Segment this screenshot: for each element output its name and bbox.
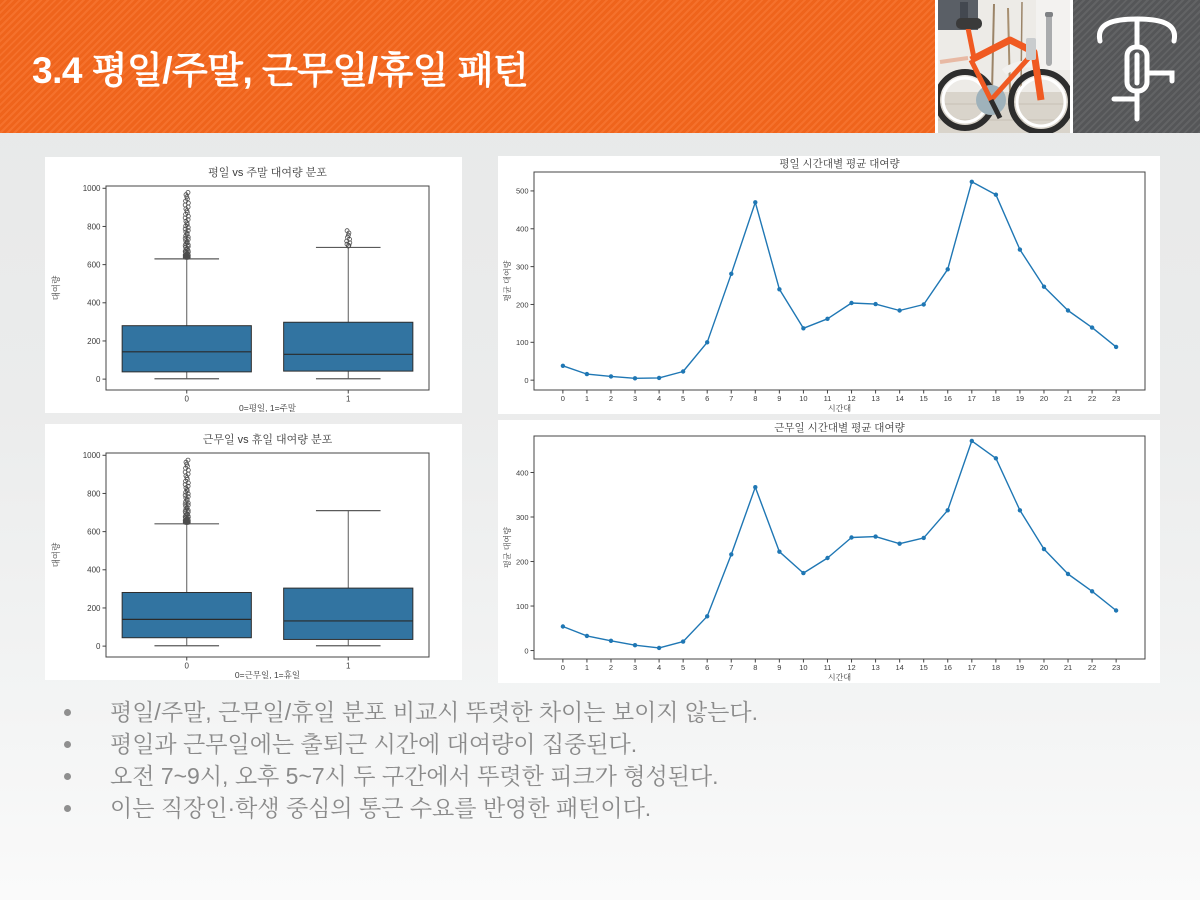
data-point	[585, 372, 589, 376]
chart-title: 근무일 시간대별 평균 대여량	[774, 422, 905, 434]
data-point	[1066, 572, 1070, 576]
x-tick-label: 0	[184, 661, 189, 671]
x-tick-label: 9	[777, 394, 782, 403]
x-tick-label: 4	[657, 394, 662, 403]
bullet-dot-icon	[64, 709, 71, 716]
x-axis-label: 시간대	[827, 673, 852, 682]
data-point	[994, 193, 998, 197]
line-series	[563, 441, 1116, 648]
data-point	[825, 556, 829, 560]
bullet-item	[58, 792, 1148, 824]
bullet-text: 평일과 근무일에는 출퇴근 시간에 대여량이 집중된다.	[110, 731, 638, 757]
y-tick-label: 0	[96, 641, 101, 651]
x-tick-label: 11	[823, 663, 832, 672]
data-point	[777, 287, 781, 291]
data-point	[681, 639, 685, 643]
x-tick-label: 4	[657, 663, 662, 672]
y-axis-label: 평균 대여량	[503, 527, 512, 568]
x-tick-label: 14	[895, 663, 904, 672]
boxplot-weekday-weekend-chart	[45, 157, 462, 413]
bike-photo-illustration	[938, 0, 1070, 133]
x-tick-label: 5	[681, 663, 686, 672]
data-point	[922, 536, 926, 540]
y-tick-label: 300	[515, 262, 529, 272]
bullet-item	[58, 728, 1148, 760]
bike-icon-tile	[1073, 0, 1200, 133]
y-tick-label: 200	[515, 300, 529, 310]
y-tick-label: 0	[524, 375, 529, 385]
data-point	[873, 534, 877, 538]
y-tick-label: 600	[87, 527, 101, 537]
x-tick-label: 22	[1087, 394, 1097, 403]
data-point	[681, 369, 685, 373]
x-tick-label: 2	[608, 663, 614, 672]
data-point	[609, 374, 613, 378]
y-tick-label: 1000	[82, 184, 101, 194]
y-tick-label: 300	[515, 512, 529, 522]
x-tick-label: 13	[871, 394, 880, 403]
x-tick-label: 20	[1039, 394, 1049, 403]
figure-box-weekday-weekend	[45, 157, 462, 413]
figure-box-workday-holiday	[45, 424, 462, 680]
y-tick-label: 200	[87, 603, 101, 613]
y-tick-label: 400	[515, 468, 529, 478]
x-tick-label: 10	[799, 663, 808, 672]
x-tick-label: 0	[560, 394, 565, 403]
boxplot-workday-holiday-chart	[45, 424, 462, 680]
x-tick-label: 21	[1063, 394, 1073, 403]
data-point	[1018, 247, 1022, 251]
x-tick-label: 22	[1087, 663, 1097, 672]
x-tick-label: 6	[705, 663, 710, 672]
x-tick-label: 0	[184, 394, 189, 404]
x-tick-label: 0	[560, 663, 565, 672]
x-tick-label: 7	[729, 394, 734, 403]
bullet-item	[58, 696, 1148, 728]
y-tick-label: 600	[87, 260, 101, 270]
data-point	[777, 550, 781, 554]
x-tick-label: 23	[1111, 663, 1121, 672]
box	[122, 592, 251, 637]
page-title: 3.4 평일/주말, 근무일/휴일 패턴	[32, 49, 529, 91]
chart-title: 근무일 vs 휴일 대여량 분포	[202, 434, 333, 446]
x-tick-label: 3	[632, 663, 638, 672]
data-point	[1018, 508, 1022, 512]
y-axis-label: 평균 대여량	[503, 260, 512, 302]
y-tick-label: 0	[524, 646, 529, 656]
bullet-text: 이는 직장인·학생 중심의 통근 수요를 반영한 패턴이다.	[110, 795, 652, 821]
x-axis-label: 0=평일, 1=주말	[239, 403, 296, 413]
box	[122, 326, 251, 372]
y-tick-label: 800	[87, 489, 101, 499]
x-axis-label: 시간대	[827, 404, 852, 413]
figure-line-workday-hourly	[498, 420, 1160, 683]
x-tick-label: 19	[1015, 394, 1025, 403]
x-tick-label: 18	[991, 663, 1001, 672]
y-tick-label: 400	[515, 224, 529, 234]
bullet-dot-icon	[64, 805, 71, 812]
data-point	[561, 364, 565, 368]
x-tick-label: 17	[967, 394, 976, 403]
x-tick-label: 1	[584, 663, 590, 672]
header	[0, 0, 1200, 133]
x-tick-label: 2	[608, 394, 614, 403]
data-point	[609, 639, 613, 643]
box	[284, 322, 413, 371]
bullet-dot-icon	[64, 741, 71, 748]
data-point	[633, 376, 637, 380]
data-point	[922, 302, 926, 306]
x-tick-label: 10	[799, 394, 808, 403]
bicycle-front-icon	[1092, 11, 1182, 123]
bullet-list	[58, 696, 1148, 824]
data-point	[729, 272, 733, 276]
data-point	[849, 301, 853, 305]
data-point	[657, 646, 661, 650]
linechart-weekday-hourly	[498, 156, 1160, 414]
data-point	[1090, 325, 1094, 329]
data-point	[994, 456, 998, 460]
data-point	[657, 376, 661, 380]
data-point	[1090, 589, 1094, 593]
x-tick-label: 12	[847, 394, 856, 403]
y-axis-label: 대여량	[51, 542, 61, 568]
x-tick-label: 16	[943, 394, 952, 403]
x-tick-label: 8	[753, 394, 758, 403]
x-tick-label: 16	[943, 663, 952, 672]
x-tick-label: 21	[1063, 663, 1073, 672]
y-axis-label: 대여량	[51, 275, 61, 301]
data-point	[825, 317, 829, 321]
x-tick-label: 15	[919, 663, 928, 672]
x-tick-label: 20	[1039, 663, 1049, 672]
data-point	[849, 535, 853, 539]
data-point	[1066, 308, 1070, 312]
bike-photo	[938, 0, 1070, 133]
x-tick-label: 3	[632, 394, 638, 403]
chart-title: 평일 시간대별 평균 대여량	[779, 158, 900, 170]
y-tick-label: 200	[515, 557, 529, 567]
x-tick-label: 8	[753, 663, 758, 672]
x-axis-label: 0=근무일, 1=휴일	[234, 670, 301, 680]
data-point	[633, 643, 637, 647]
x-tick-label: 11	[823, 394, 832, 403]
y-tick-label: 100	[515, 601, 529, 611]
y-tick-label: 0	[96, 374, 101, 384]
bullet-text: 평일/주말, 근무일/휴일 분포 비교시 뚜렷한 차이는 보이지 않는다.	[110, 699, 758, 725]
axis-frame	[534, 172, 1145, 390]
x-tick-label: 5	[681, 394, 686, 403]
bullet-item	[58, 760, 1148, 792]
x-tick-label: 13	[871, 663, 880, 672]
linechart-workday-hourly	[498, 420, 1160, 683]
data-point	[946, 508, 950, 512]
data-point	[873, 302, 877, 306]
x-tick-label: 1	[346, 394, 351, 404]
x-tick-label: 15	[919, 394, 928, 403]
line-series	[563, 182, 1116, 378]
data-point	[1114, 608, 1118, 612]
x-tick-label: 14	[895, 394, 904, 403]
header-orange-band	[0, 0, 935, 133]
x-tick-label: 9	[777, 663, 782, 672]
x-tick-label: 18	[991, 394, 1001, 403]
box	[284, 588, 413, 639]
y-tick-label: 800	[87, 222, 101, 232]
x-tick-label: 7	[729, 663, 734, 672]
bullet-text: 오전 7~9시, 오후 5~7시 두 구간에서 뚜렷한 피크가 형성된다.	[110, 763, 719, 789]
data-point	[1114, 345, 1118, 349]
data-point	[561, 624, 565, 628]
data-point	[705, 614, 709, 618]
x-tick-label: 19	[1015, 663, 1025, 672]
data-point	[946, 267, 950, 271]
y-tick-label: 200	[87, 336, 101, 346]
figure-line-weekday-hourly	[498, 156, 1160, 414]
x-tick-label: 12	[847, 663, 856, 672]
data-point	[705, 340, 709, 344]
data-point	[970, 180, 974, 184]
data-point	[753, 485, 757, 489]
x-tick-label: 23	[1111, 394, 1121, 403]
y-tick-label: 1000	[82, 451, 101, 461]
data-point	[729, 552, 733, 556]
x-tick-label: 6	[705, 394, 710, 403]
x-tick-label: 17	[967, 663, 976, 672]
data-point	[753, 200, 757, 204]
data-point	[1042, 547, 1046, 551]
chart-title: 평일 vs 주말 대여량 분포	[208, 167, 327, 179]
data-point	[970, 439, 974, 443]
bullet-dot-icon	[64, 773, 71, 780]
y-tick-label: 400	[87, 565, 101, 575]
y-tick-label: 400	[87, 298, 101, 308]
data-point	[1042, 285, 1046, 289]
data-point	[801, 326, 805, 330]
x-tick-label: 1	[584, 394, 590, 403]
y-tick-label: 100	[515, 338, 529, 348]
data-point	[801, 571, 805, 575]
x-tick-label: 1	[346, 661, 351, 671]
y-tick-label: 500	[515, 186, 529, 196]
data-point	[897, 542, 901, 546]
data-point	[585, 634, 589, 638]
data-point	[897, 308, 901, 312]
